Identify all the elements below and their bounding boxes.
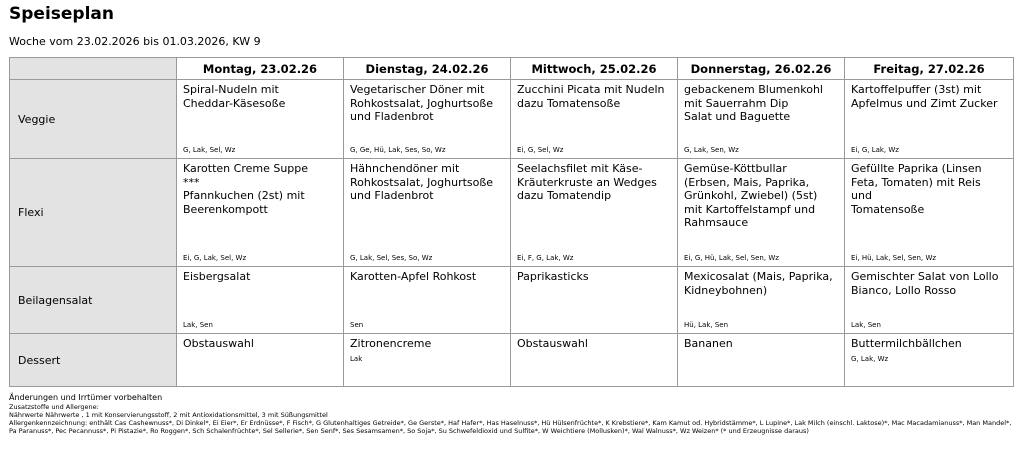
menu-table	[9, 57, 1014, 387]
menu-cell	[177, 80, 344, 159]
dish-text: Kartoffelpuffer (3st) mit Apfelmus und Zimt Zucker	[851, 83, 998, 110]
allergen-codes: G, Lak, Sen, Wz	[684, 146, 739, 154]
footer-notes	[9, 393, 1015, 435]
menu-cell	[845, 159, 1014, 267]
dish-text: Seelachsfilet mit Käse- Kräuterkruste an Wedges dazu Tomatendip	[517, 162, 657, 202]
menu-row-dessert	[10, 334, 1014, 387]
allergen-codes: Ei, F, G, Lak, Wz	[517, 254, 574, 262]
header-row	[10, 58, 1014, 80]
menu-cell	[845, 80, 1014, 159]
allergen-codes: G, Lak, Sel, Wz	[183, 146, 236, 154]
allergen-codes: Ei, G, Lak, Sel, Wz	[183, 254, 247, 262]
allergen-codes: Lak, Sen	[183, 321, 213, 329]
dish-text: Zucchini Picata mit Nudeln dazu Tomatensoße	[517, 83, 665, 110]
disclaimer-text: Änderungen und Irrtümer vorbehalten	[9, 393, 163, 402]
category-label: Flexi	[10, 159, 177, 267]
page-title: Speiseplan	[9, 4, 114, 24]
week-subtitle: Woche vom 23.02.2026 bis 01.03.2026, KW 9	[9, 35, 261, 48]
dish-text: Spiral-Nudeln mit Cheddar-Käsesoße	[183, 83, 286, 110]
dish-text: Hähnchendöner mit Rohkostsalat, Joghurtsoße und Fladenbrot	[350, 162, 494, 202]
category-label: Dessert	[10, 334, 177, 387]
dish-text: Obstauswahl	[517, 337, 588, 350]
allergen-codes: G, Ge, Hü, Lak, Ses, So, Wz	[350, 146, 446, 154]
menu-row-flexi	[10, 159, 1014, 267]
menu-cell	[678, 159, 845, 267]
allergen-codes: Ei, G, Hü, Lak, Sel, Sen, Wz	[684, 254, 779, 262]
additives-line: Nährwerte Nährwerte , 1 mit Konservierungsstoff, 2 mit Antioxidationsmittel, 3 mit Süßungsmittel	[9, 411, 328, 419]
menu-cell	[678, 80, 845, 159]
dish-text: Paprikasticks	[517, 270, 589, 283]
dish-text: Bananen	[684, 337, 733, 350]
dish-text: gebackenem Blumenkohl mit Sauerrahm Dip Salat und Baguette	[684, 83, 823, 123]
category-label: Veggie	[10, 80, 177, 159]
dish-text: Gefüllte Paprika (Linsen Feta, Tomaten) mit Reis und Tomatensoße	[851, 162, 982, 216]
menu-cell	[344, 80, 511, 159]
category-label: Beilagensalat	[10, 267, 177, 334]
menu-row-veggie	[10, 80, 1014, 159]
menu-cell	[678, 334, 845, 387]
allergen-codes: Sen	[350, 321, 364, 329]
day-header-friday: Freitag, 27.02.26	[845, 58, 1014, 80]
allergen-legend: Allergenkennzeichnung: enthält Cas Cashewnuss*, Di Dinkel*, Ei Eier*, Er Erdnüsse*, F Fisch*, G Glutenhaltiges Getreide*, Ge Gerste*, Haf Hafer*, Has Haselnuss*, Hü Hülsenfrüchte*, K Krebstiere*, Kam Kamut od. Hybridstämme*, L Lupine*, Lak Milch (einschl. Laktose)*, Mac Macadamianuss*, Man Mandel*, Pa Paranuss*, Pec Pecannuss*, Pi Pistazie*, Ro Roggen*, Sch Schalenfrüchte*, Sel Sellerie*, Sen Senf*, Ses Sesamsamen*, So Soja*, Su Schwefeldioxid und Sulfite*, W Weichtiere (Mollusken)*, Wal Walnuss*, Wz Weizen* (* und Erzeugnisse daraus)	[9, 419, 1012, 435]
day-header-monday: Montag, 23.02.26	[177, 58, 344, 80]
day-header-tuesday: Dienstag, 24.02.26	[344, 58, 511, 80]
additives-heading: Zusatzstoffe und Allergene:	[9, 403, 99, 411]
menu-cell	[177, 159, 344, 267]
menu-cell	[344, 159, 511, 267]
allergen-codes: Lak	[350, 354, 363, 363]
allergen-codes: G, Lak, Wz	[851, 354, 889, 363]
dish-text: Mexicosalat (Mais, Paprika, Kidneybohnen)	[684, 270, 833, 297]
menu-cell	[177, 267, 344, 334]
menu-cell	[511, 159, 678, 267]
allergen-codes: Hü, Lak, Sen	[684, 321, 729, 329]
allergen-codes: Ei, Hü, Lak, Sel, Sen, Wz	[851, 254, 937, 262]
header-corner	[10, 58, 177, 80]
dish-text: Vegetarischer Döner mit Rohkostsalat, Joghurtsoße und Fladenbrot	[350, 83, 494, 123]
menu-cell	[678, 267, 845, 334]
dish-text: Obstauswahl	[183, 337, 254, 350]
allergen-codes: Lak, Sen	[851, 321, 881, 329]
allergen-codes: Ei, G, Sel, Wz	[517, 146, 564, 154]
menu-cell	[177, 334, 344, 387]
menu-cell	[344, 334, 511, 387]
menu-cell	[344, 267, 511, 334]
dish-text: Karotten-Apfel Rohkost	[350, 270, 477, 283]
dish-text: Eisbergsalat	[183, 270, 251, 283]
menu-cell	[845, 267, 1014, 334]
allergen-codes: G, Lak, Sel, Ses, So, Wz	[350, 254, 433, 262]
menu-cell	[511, 80, 678, 159]
dish-text: Karotten Creme Suppe *** Pfannkuchen (2st) mit Beerenkompott	[183, 162, 309, 216]
day-header-thursday: Donnerstag, 26.02.26	[678, 58, 845, 80]
allergen-codes: Ei, G, Lak, Wz	[851, 146, 899, 154]
dish-text: Gemüse-Köttbullar (Erbsen, Mais, Paprika, Grünkohl, Zwiebel) (5st) mit Kartoffelstampf und Rahmsauce	[684, 162, 818, 229]
dish-text: Buttermilchbällchen	[851, 337, 962, 350]
menu-cell	[511, 334, 678, 387]
menu-cell	[511, 267, 678, 334]
dish-text: Gemischter Salat von Lollo Bianco, Lollo Rosso	[851, 270, 999, 297]
dish-text: Zitronencreme	[350, 337, 432, 350]
menu-cell	[845, 334, 1014, 387]
menu-row-beilagensalat	[10, 267, 1014, 334]
day-header-wednesday: Mittwoch, 25.02.26	[511, 58, 678, 80]
